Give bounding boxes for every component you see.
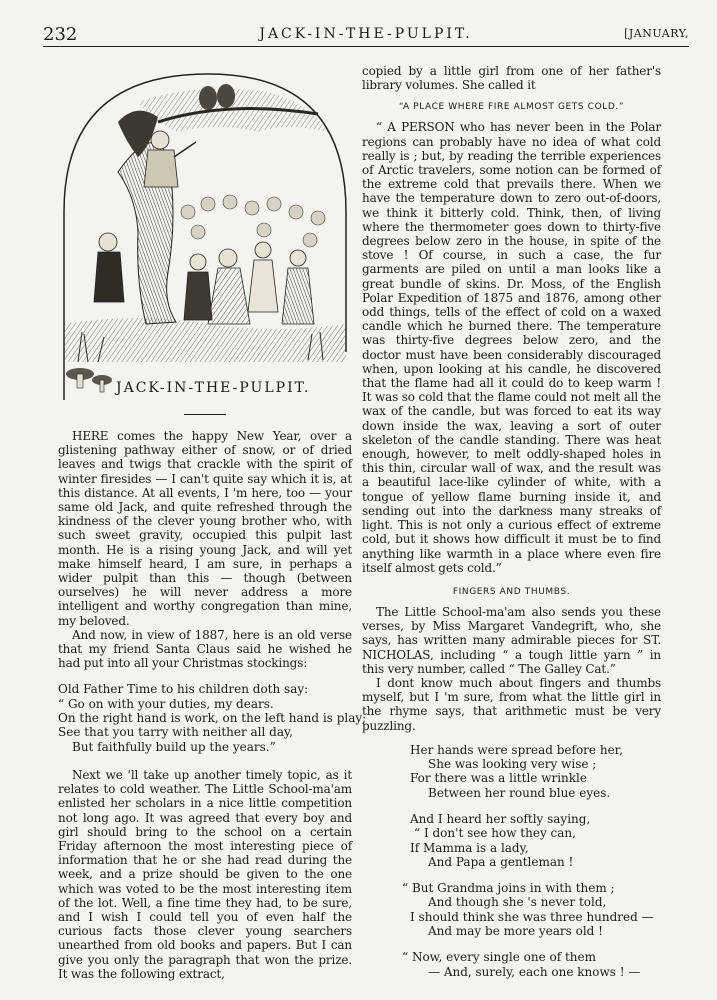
verse-line: “ Now, every single one of them <box>402 950 597 965</box>
verse-stanza <box>402 881 661 938</box>
verse-line: — And, surely, each one knows ! — <box>428 964 641 979</box>
verse-line: If Mamma is a lady, <box>410 840 529 855</box>
section-divider <box>184 414 226 415</box>
paragraph-polar-quote: “ A PERSON who has never been in the Polar regions can probably have no idea of what cold really is ; but, by reading the terrible experiences of Arctic travelers, some notion can be formed of the extreme cold that prevails there. When we have the temperature down to zero out-of-doors, we think it bitterly cold. Think, then, of living where the thermometer goes down to thirty-five degrees below zero in the house, in spite of the stove ! Of course, in such a case, the fur garments are piled on until a man looks like a great bundle of skins. Dr. Moss, of the English Polar Expedition of 1875 and 1876, among other odd things, tells of the effect of cold on a waxed candle which he burned there. The temperature was thirty-five degrees below zero, and the doctor must have been considerably discouraged when, upon looking at his candle, he discovered that the flame had all it could do to keep warm ! It was so cold that the flame could not melt all the wax of the candle, but was forced to eat its way down inside the wax, leaving a sort of outer skeleton of the candle standing. There was heat enough, however, to melt oddly-shaped holes in this thin, circular wall of wax, and the result was a beautiful lace-like cylinder of white, with a tongue of yellow flame burning inside it, and sending out into the darkness many streaks of light. This is not only a curious effect of extreme cold, but it shows how difficult it must be to find anything like warmth in a place where even fire itself almost gets cold.” <box>362 120 661 575</box>
right-column <box>362 64 661 991</box>
fingers-thumbs-verse <box>362 743 661 979</box>
father-time-poem <box>58 682 367 754</box>
verse-stanza <box>410 743 661 800</box>
poem-line: Old Father Time to his children doth say: <box>58 682 309 697</box>
running-month: [JANUARY, <box>624 27 689 40</box>
jack-in-the-pulpit-illustration <box>58 62 352 402</box>
page-header <box>43 24 689 47</box>
engraving-image <box>58 62 352 402</box>
poem-line: On the right hand is work, on the left hand is play; <box>58 711 367 726</box>
verse-line: And may be more years old ! <box>428 924 603 938</box>
poem-line: See that you tarry with neither all day, <box>58 725 293 740</box>
page-number: 232 <box>43 24 78 45</box>
paragraph-arithmetic: I dont know much about fingers and thumbs myself, but I 'm sure, from what the little girl in the rhyme says, that arithmetic must be very puzzling. <box>362 675 661 733</box>
running-title: JACK-IN-THE-PULPIT. <box>259 26 473 42</box>
poem-line: But faithfully build up the years.” <box>72 739 276 754</box>
verse-line: I should think she was three hundred — <box>410 909 654 924</box>
paragraph-new-year: HERE comes the happy New Year, over a glistening pathway either of snow, or of dried leaves and twigs that crackle with the spirit of winter firesides — I can't quite say which it is, at this distance. At all events, I 'm here, too — your same old Jack, and quite refreshed through the kindness of the clever young brother who, with such sweet gravity, occupied this pulpit last month. He is a rising young Jack, and will yet make himself heard, I am sure, in perhaps a wider pulpit than this — though (between ourselves) he will never address a more intelligent and worthy congregation than mine, my beloved. <box>58 429 352 628</box>
verse-line: For there was a little wrinkle <box>410 771 587 786</box>
paragraph-intro-continued: copied by a little girl from one of her father's library volumes. She called it <box>362 64 661 93</box>
verse-line: Between her round blue eyes. <box>428 785 611 800</box>
verse-line: “ But Grandma joins in with them ; <box>402 881 615 896</box>
paragraph-old-verse-intro: And now, in view of 1887, here is an old verse that my friend Santa Claus said he wished he had put into all your Christmas stockings: <box>58 627 352 671</box>
verse-line: And I heard her softly saying, <box>410 811 591 826</box>
left-column <box>58 62 367 981</box>
section-heading-fire-cold: “A PLACE WHERE FIRE ALMOST GETS COLD.” <box>398 102 625 113</box>
verse-line: She was looking very wise ; <box>428 757 597 772</box>
verse-stanza <box>410 812 661 869</box>
verse-line: And Papa a gentleman ! <box>428 854 574 869</box>
verse-line: “ I don't see how they can, <box>414 826 576 841</box>
verse-line: Her hands were spread before her, <box>410 742 623 757</box>
paragraph-school-maam-verses: The Little School-ma'am also sends you these verses, by Miss Margaret Vandegrift, who, she says, has written many admirable pieces for ST. NICHOLAS, including “ a tough little yarn ” in this very number, called “ The Galley Cat.” <box>362 604 661 676</box>
poem-line: “ Go on with your duties, my dears. <box>58 696 274 711</box>
paragraph-cold-weather: Next we 'll take up another timely topic, as it relates to cold weather. The Little School-ma'am enlisted her scholars in a nice little competition not long ago. It was agreed that every boy and girl should bring to the school on a certain Friday afternoon the most interesting piece of information that he or she had read during the week, and a prize should be given to the one which was voted to be the most interesting item of the lot. Well, a fine time they had, to be sure, and I wish I could tell you of even half the curious facts those clever young searchers unearthed from old books and papers. But I can give you only the paragraph that won the prize. It was the following extract, <box>58 767 352 981</box>
section-heading-fingers-thumbs: FINGERS AND THUMBS. <box>452 586 571 597</box>
verse-stanza <box>402 950 661 979</box>
verse-line: And though she 's never told, <box>428 895 607 910</box>
illustration-title: JACK-IN-THE-PULPIT. <box>116 380 311 396</box>
